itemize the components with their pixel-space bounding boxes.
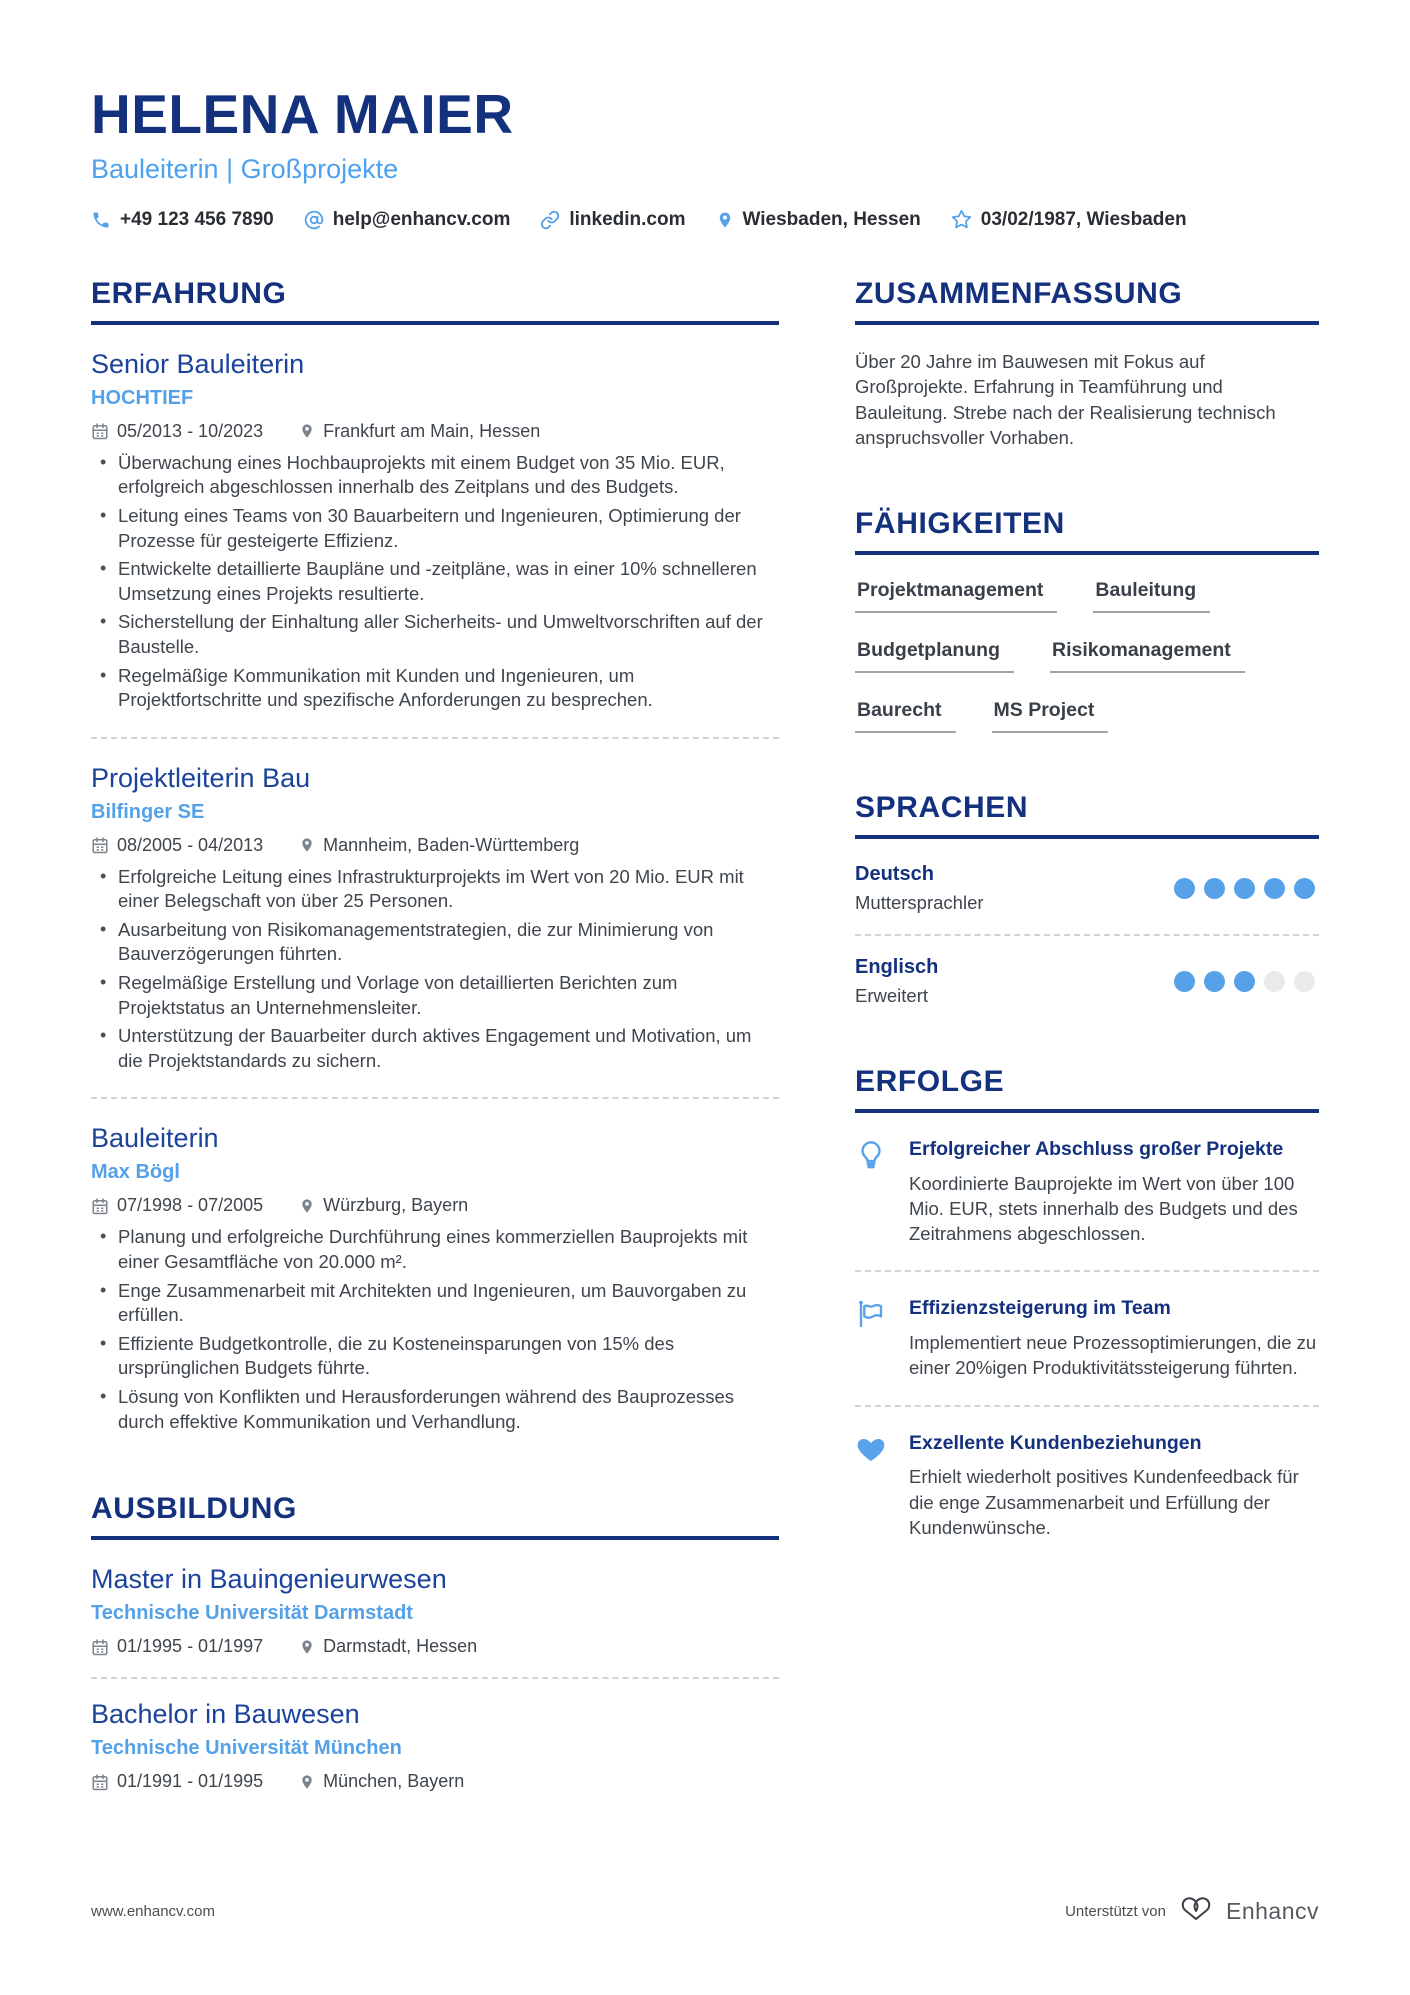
language-name: Englisch <box>855 955 939 978</box>
right-column <box>855 277 1319 1842</box>
calendar-icon <box>91 836 109 854</box>
level-dot <box>1174 971 1195 992</box>
education-date-text: 01/1995 - 01/1997 <box>117 1636 264 1657</box>
skills-list <box>855 579 1319 733</box>
bullet-item: • Effiziente Budgetkontrolle, die zu Kosteneinsparungen von 15% des ursprünglichen Budgets führte. <box>91 1332 779 1381</box>
skill-item: MS Project <box>992 699 1109 733</box>
link-icon <box>540 210 560 230</box>
bullet-item: • Lösung von Konflikten und Herausforderungen während des Bauprozesses durch effektive Kommunikation und Verhandlung. <box>91 1385 779 1434</box>
level-dot <box>1174 878 1195 899</box>
location-icon <box>716 210 734 230</box>
bullet-item: • Regelmäßige Erstellung und Vorlage von detaillierten Berichten zum Projektstatus an Unternehmensleiter. <box>91 971 779 1020</box>
level-dot <box>1264 878 1285 899</box>
pin-icon <box>299 836 315 854</box>
skill-item: Projektmanagement <box>855 579 1057 613</box>
skill-item: Baurecht <box>855 699 956 733</box>
pin-icon <box>299 422 315 440</box>
pin-icon <box>299 1773 315 1791</box>
job-title: Senior Bauleiterin <box>91 348 305 379</box>
phone-icon <box>91 210 111 230</box>
contact-birthday <box>951 209 1187 231</box>
job-location <box>299 1195 468 1216</box>
education-meta <box>91 1771 779 1792</box>
divider <box>855 934 1319 936</box>
bullet-item: • Enge Zusammenarbeit mit Architekten und Ingenieuren, um Bauvorgaben zu erfüllen. <box>91 1279 779 1328</box>
pin-icon <box>299 1638 315 1656</box>
calendar-icon <box>91 1638 109 1656</box>
education-location-text: Darmstadt, Hessen <box>323 1636 478 1657</box>
lightbulb-icon <box>855 1137 891 1246</box>
contact-phone-text: +49 123 456 7890 <box>120 208 274 230</box>
level-dot <box>1234 971 1255 992</box>
contact-phone <box>91 209 274 231</box>
degree-title: Bachelor in Bauwesen <box>91 1699 360 1730</box>
contact-email-text: help@enhancv.com <box>332 208 511 230</box>
education-dates <box>91 1771 263 1792</box>
education-section-title: AUSBILDUNG <box>91 1492 779 1540</box>
job-meta <box>91 1195 779 1216</box>
language-name: Deutsch <box>855 862 934 885</box>
education-date-text: 01/1991 - 01/1995 <box>117 1771 264 1792</box>
bullet-item: • Ausarbeitung von Risikomanagementstrategien, die zur Minimierung von Bauverzögerungen führten. <box>91 918 779 967</box>
section-experience <box>91 277 779 1434</box>
education-location <box>299 1636 477 1657</box>
education-location-text: München, Bayern <box>323 1771 465 1792</box>
job-entry <box>91 763 779 1074</box>
achievement-content <box>909 1137 1319 1246</box>
achievement-content <box>909 1296 1319 1380</box>
footer-website[interactable]: www.enhancv.com <box>91 1903 215 1920</box>
job-location-text: Würzburg, Bayern <box>323 1195 469 1216</box>
header <box>91 83 1319 231</box>
education-meta <box>91 1636 779 1657</box>
job-date-text: 05/2013 - 10/2023 <box>117 420 264 441</box>
section-education <box>91 1492 779 1792</box>
level-dot <box>1204 878 1225 899</box>
job-bullets <box>91 451 779 713</box>
achievement-text: Koordinierte Bauprojekte im Wert von über 100 Mio. EUR, stets innerhalb des Budgets und des Zeitrahmens abgeschlossen. <box>909 1172 1298 1245</box>
achievements-section-title: ERFOLGE <box>855 1065 1319 1113</box>
person-name: HELENA MAIER <box>91 83 514 145</box>
language-labels <box>855 863 984 914</box>
divider <box>855 1270 1319 1272</box>
contact-birthday-text: Wiesbaden, Hessen <box>742 208 921 230</box>
achievement-entry <box>855 1137 1319 1246</box>
job-date-text: 07/1998 - 07/2005 <box>117 1195 264 1216</box>
divider <box>855 1405 1319 1407</box>
job-date-text: 08/2005 - 04/2013 <box>117 834 264 855</box>
job-dates <box>91 1195 263 1216</box>
job-company: Max Bögl <box>91 1161 180 1184</box>
level-dot <box>1264 971 1285 992</box>
skill-item: Risikomanagement <box>1050 639 1245 673</box>
contact-birthday-text: 03/02/1987, Wiesbaden <box>980 208 1187 230</box>
achievement-title: Exzellente Kundenbeziehungen <box>909 1431 1202 1454</box>
job-title: Projektleiterin Bau <box>91 762 311 793</box>
calendar-icon <box>91 1197 109 1215</box>
contact-location <box>716 209 921 231</box>
footer-brand <box>1065 1894 1319 1929</box>
level-dot <box>1204 971 1225 992</box>
level-dot <box>1294 971 1315 992</box>
calendar-icon <box>91 1773 109 1791</box>
divider <box>91 1097 779 1099</box>
section-summary <box>855 277 1319 451</box>
achievement-text: Erhielt wiederholt positives Kundenfeedback für die enge Zusammenarbeit und Erfüllung der Kundenwünsche. <box>909 1466 1299 1538</box>
education-dates <box>91 1636 263 1657</box>
bullet-item: • Entwickelte detaillierte Baupläne und -zeitpläne, was in einer 10% schnelleren Umsetzung eines Projekts resultierte. <box>91 557 779 606</box>
achievement-content <box>909 1431 1319 1540</box>
bullet-item: • Planung und erfolgreiche Durchführung eines kommerziellen Bauprojekts mit einer Gesamtfläche von 20.000 m². <box>91 1225 779 1274</box>
job-company: Bilfinger SE <box>91 800 205 823</box>
enhancv-logo-icon <box>1176 1894 1216 1929</box>
language-level-label: Erweitert <box>855 984 928 1006</box>
flag-icon <box>855 1296 891 1380</box>
bullet-item: • Überwachung eines Hochbauprojekts mit einem Budget von 35 Mio. EUR, erfolgreich abgeschlossen innerhalb des Zeitplans und des Budgets. <box>91 451 779 500</box>
bullet-item: • Sicherstellung der Einhaltung aller Sicherheits- und Umweltvorschriften auf der Baustelle. <box>91 610 779 659</box>
bullet-item: • Unterstützung der Bauarbeiter durch aktives Engagement und Motivation, um die Projektstandards zu sichern. <box>91 1024 779 1073</box>
contact-email[interactable] <box>304 209 511 231</box>
experience-section-title: ERFAHRUNG <box>91 277 779 325</box>
contact-linkedin-text: linkedin.com <box>569 208 686 230</box>
at-icon <box>304 210 324 230</box>
bullet-item: • Regelmäßige Kommunikation mit Kunden und Ingenieuren, um Projektfortschritte und spezifische Anforderungen zu besprechen. <box>91 664 779 713</box>
heart-icon <box>855 1431 891 1540</box>
job-location-text: Frankfurt am Main, Hessen <box>323 420 541 441</box>
level-dot <box>1294 878 1315 899</box>
section-skills <box>855 507 1319 733</box>
summary-text: Über 20 Jahre im Bauwesen mit Fokus auf Großprojekte. Erfahrung in Teamführung und Bauleitung. Strebe nach der Realisierung technisch anspruchsvoller Vorhaben. <box>855 350 1276 449</box>
language-level-dots <box>1174 971 1315 992</box>
language-entry <box>855 863 1319 914</box>
job-location <box>299 835 579 856</box>
calendar-icon <box>91 422 109 440</box>
job-bullets <box>91 1225 779 1434</box>
skill-item: Bauleitung <box>1093 579 1210 613</box>
pin-icon <box>299 1197 315 1215</box>
achievement-title: Effizienzsteigerung im Team <box>909 1297 1171 1320</box>
level-dot <box>1234 878 1255 899</box>
job-meta <box>91 835 779 856</box>
skills-section-title: FÄHIGKEITEN <box>855 507 1319 555</box>
language-level-label: Muttersprachler <box>855 891 984 913</box>
job-title: Bauleiterin <box>91 1123 219 1154</box>
contact-linkedin[interactable] <box>540 209 685 231</box>
achievement-entry <box>855 1431 1319 1540</box>
achievement-title: Erfolgreicher Abschluss großer Projekte <box>909 1137 1284 1160</box>
school-name: Technische Universität Darmstadt <box>91 1602 413 1625</box>
language-level-dots <box>1174 878 1315 899</box>
brand-name: Enhancv <box>1225 1898 1319 1924</box>
job-entry <box>91 349 779 713</box>
job-meta <box>91 421 779 442</box>
education-entry <box>91 1699 779 1792</box>
job-dates <box>91 421 263 442</box>
job-location-text: Mannheim, Baden-Württemberg <box>323 834 580 855</box>
bullet-item: • Erfolgreiche Leitung eines Infrastrukturprojekts im Wert von 20 Mio. EUR mit einer Belegschaft von über 25 Personen. <box>91 865 779 914</box>
languages-section-title: SPRACHEN <box>855 791 1319 839</box>
education-location <box>299 1771 464 1792</box>
section-languages <box>855 791 1319 1007</box>
divider <box>91 1677 779 1679</box>
achievement-text: Implementiert neue Prozessoptimierungen, die zu einer 20%igen Produktivitätssteigerung führten. <box>909 1332 1317 1379</box>
school-name: Technische Universität München <box>91 1737 402 1760</box>
skill-item: Budgetplanung <box>855 639 1014 673</box>
language-entry <box>855 956 1319 1007</box>
summary-section-title: ZUSAMMENFASSUNG <box>855 277 1319 325</box>
divider <box>91 737 779 739</box>
job-entry <box>91 1123 779 1434</box>
education-entry <box>91 1564 779 1657</box>
job-dates <box>91 835 263 856</box>
headline: Bauleiterin | Großprojekte <box>91 153 399 184</box>
degree-title: Master in Bauingenieurwesen <box>91 1564 447 1595</box>
contact-row <box>91 209 1319 231</box>
language-labels <box>855 956 938 1007</box>
footer <box>91 1894 1319 1929</box>
powered-by-label: Unterstützt von <box>1065 1903 1166 1920</box>
section-achievements <box>855 1065 1319 1540</box>
star-icon <box>951 209 972 230</box>
left-column <box>91 277 779 1842</box>
job-company: HOCHTIEF <box>91 386 194 409</box>
job-location <box>299 421 540 442</box>
bullet-item: • Leitung eines Teams von 30 Bauarbeitern und Ingenieuren, Optimierung der Prozesse für gesteigerte Effizienz. <box>91 504 779 553</box>
job-bullets <box>91 865 779 1074</box>
achievement-entry <box>855 1296 1319 1380</box>
